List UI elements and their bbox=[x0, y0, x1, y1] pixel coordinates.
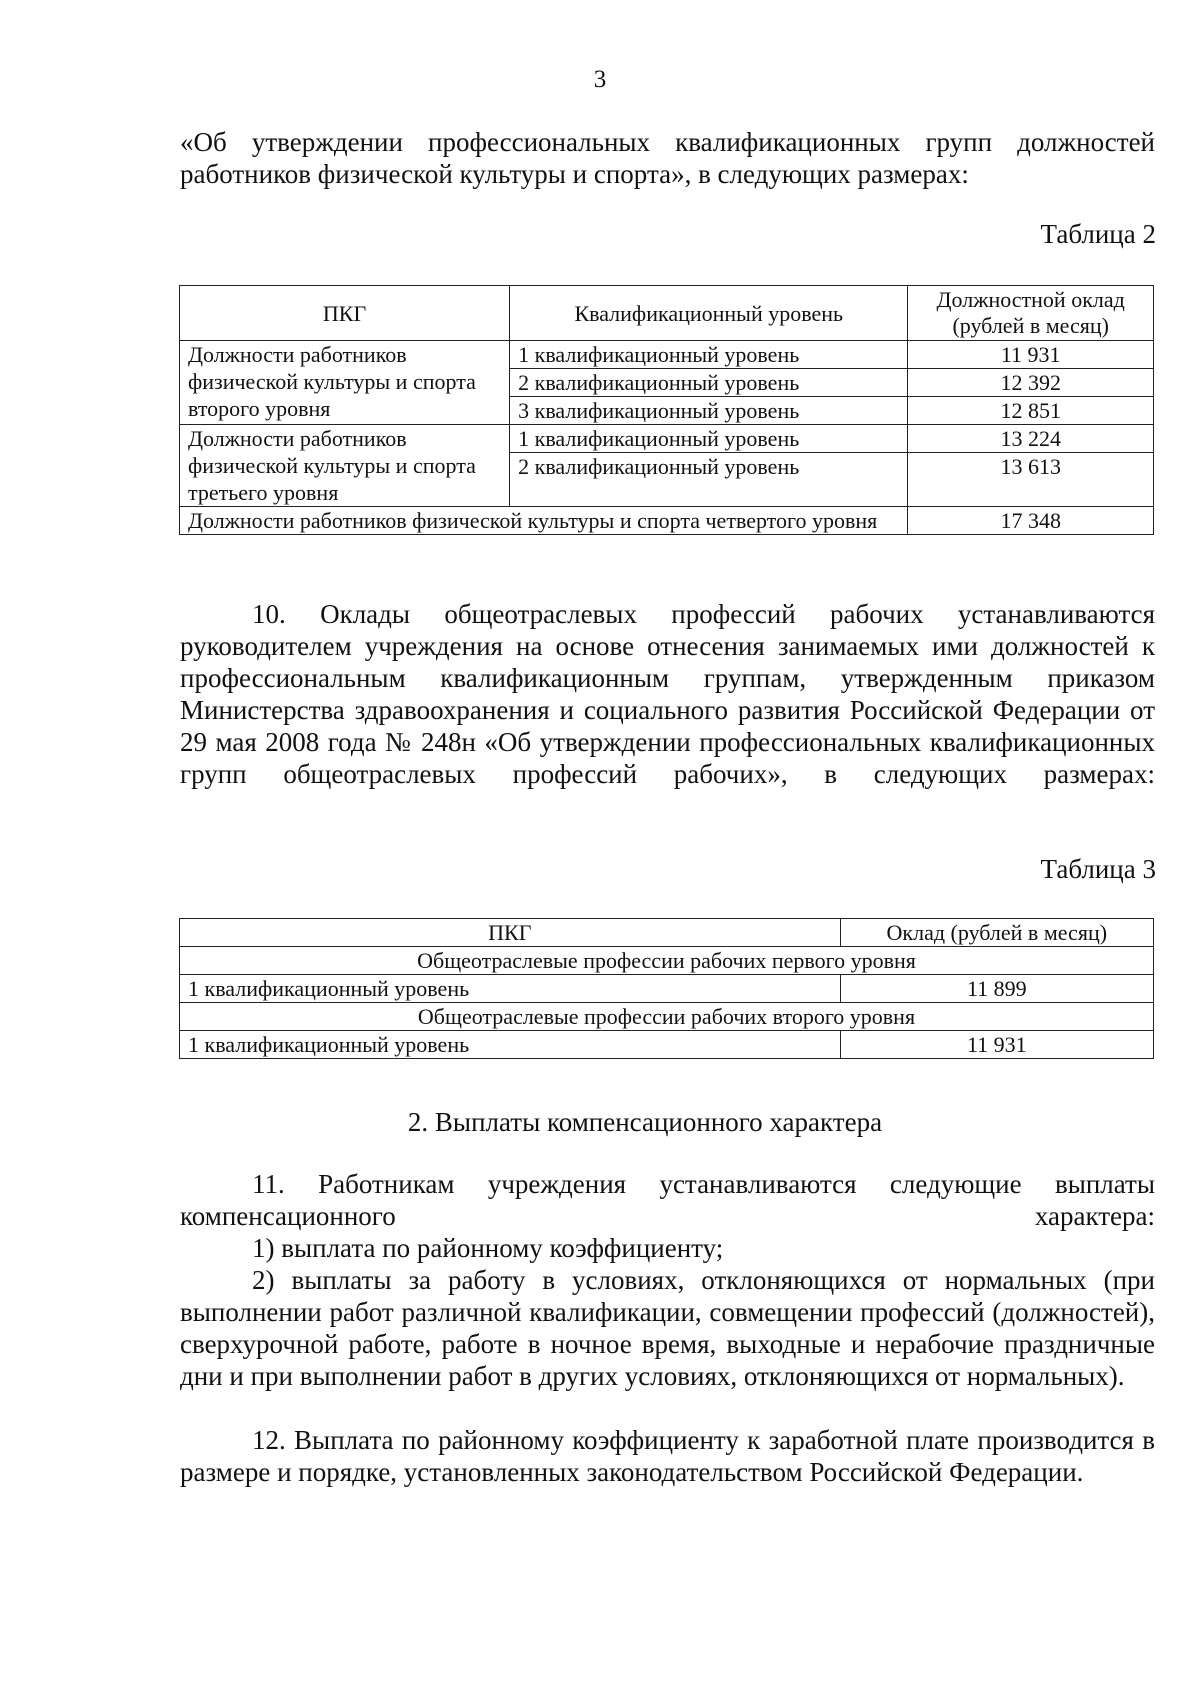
header-pkg: ПКГ bbox=[180, 286, 510, 341]
level-item: 3 квалификационный уровень bbox=[518, 398, 800, 423]
salaries-cell bbox=[908, 341, 1154, 425]
group-title: Общеотраслевые профессии рабочих первого уровня bbox=[180, 947, 1154, 975]
table-header-row bbox=[180, 286, 1154, 341]
intro-paragraph: «Об утверждении профессиональных квалификационных групп должностей работников физической культуры и спорта», в следующих размерах: bbox=[180, 127, 1155, 189]
table-2 bbox=[179, 285, 1154, 535]
header-pkg: ПКГ bbox=[180, 919, 841, 947]
paragraph-11: 11. Работникам учреждения устанавливаются следующие выплаты компенсационного характера: bbox=[180, 1169, 1155, 1231]
list-item-2: 2) выплаты за работу в условиях, отклоняющихся от нормальных (при выполнении работ различной квалификации, совмещении профессий (должностей), сверхурочной работе, работе в ночное время, выходные и нерабочие праздничные дни и при выполнении работ в других условиях, отклоняющихся от нормальных). bbox=[180, 1265, 1155, 1391]
list-item-1: 1) выплата по районному коэффициенту; bbox=[252, 1233, 724, 1263]
level-item: 1 квалификационный уровень bbox=[510, 341, 907, 369]
salary-value: 11 931 bbox=[908, 341, 1153, 369]
salary-value: 17 348 bbox=[908, 507, 1154, 535]
salary-value: 13 224 bbox=[908, 425, 1153, 453]
level-cell: 1 квалификационный уровень bbox=[180, 1031, 841, 1059]
table-header-row bbox=[180, 919, 1154, 947]
pkg-cell: Должности работников физической культуры и спорта третьего уровня bbox=[180, 425, 510, 507]
levels-cell bbox=[510, 425, 908, 507]
table-row bbox=[180, 507, 1154, 535]
levels-cell bbox=[510, 341, 908, 425]
level-item: 1 квалификационный уровень bbox=[510, 425, 907, 453]
table-3 bbox=[179, 918, 1154, 1059]
salary-value: 12 851 bbox=[1000, 398, 1061, 423]
table-group-row bbox=[180, 947, 1154, 975]
level-cell: 1 квалификационный уровень bbox=[180, 975, 841, 1003]
level-item: 2 квалификационный уровень bbox=[518, 454, 800, 479]
pkg-cell: Должности работников физической культуры и спорта второго уровня bbox=[180, 341, 510, 425]
salary-value: 12 392 bbox=[908, 369, 1153, 397]
table-row bbox=[180, 975, 1154, 1003]
paragraph-10: 10. Оклады общеотраслевых профессий рабочих устанавливаются руководителем учреждения на основе отнесения занимаемых ими должностей к профессиональным квалификационным группам, утвержденным приказом Министерства здравоохранения и социального развития Российской Федерации от 29 мая 2008 года № 248н «Об утверждении профессиональных квалификационных групп общеотраслевых профессий рабочих», в следующих размерах: bbox=[180, 599, 1155, 789]
table3-caption: Таблица 3 bbox=[1040, 854, 1156, 884]
header-level: Квалификационный уровень bbox=[510, 286, 908, 341]
group-title: Общеотраслевые профессии рабочих второго уровня bbox=[180, 1003, 1154, 1031]
table-row bbox=[180, 1031, 1154, 1059]
salary-value: 13 613 bbox=[1000, 454, 1061, 479]
table-row bbox=[180, 425, 1154, 507]
salaries-cell bbox=[908, 425, 1154, 507]
table2-caption: Таблица 2 bbox=[1040, 219, 1156, 249]
page-number: 3 bbox=[593, 66, 607, 93]
header-salary: Должностной оклад (рублей в месяц) bbox=[908, 286, 1154, 341]
salary-value: 11 899 bbox=[840, 975, 1153, 1003]
table-row bbox=[180, 341, 1154, 425]
pkg-cell: Должности работников физической культуры и спорта четвертого уровня bbox=[180, 507, 908, 535]
section-heading: 2. Выплаты компенсационного характера bbox=[407, 1107, 883, 1137]
salary-value: 11 931 bbox=[840, 1031, 1153, 1059]
level-item: 2 квалификационный уровень bbox=[510, 369, 907, 397]
paragraph-12: 12. Выплата по районному коэффициенту к заработной плате производится в размере и порядке, установленных законодательством Российской Федерации. bbox=[180, 1425, 1155, 1487]
header-salary: Оклад (рублей в месяц) bbox=[840, 919, 1153, 947]
table-group-row bbox=[180, 1003, 1154, 1031]
